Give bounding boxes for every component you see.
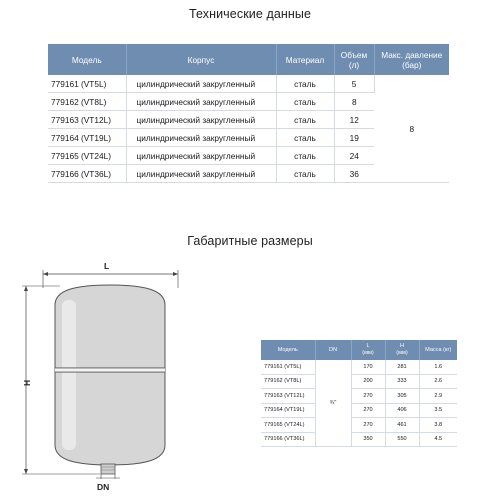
dims-cell-model: 779166 (VT36L) [261,432,315,447]
dimensions-table [261,340,457,447]
dims-header-h [385,340,419,360]
dims-cell-mass: 4.5 [419,432,457,447]
table-row [261,403,457,418]
tank-body [55,285,165,465]
dimensions-title: Габаритные размеры [187,234,313,248]
header-pressure [374,44,449,75]
dims-cell-mass: 2.6 [419,374,457,389]
dims-header-h-line2: (мм) [396,350,408,356]
cell-model: 779166 (VT36L) [48,165,126,183]
cell-volume: 24 [334,147,374,165]
cell-body: цилиндрический закругленный [126,147,276,165]
cell-volume: 36 [334,165,374,183]
cell-max-pressure: 8 [374,75,449,183]
dims-cell-mass: 3.8 [419,418,457,433]
cell-volume: 19 [334,129,374,147]
dims-cell-dn: ¾" [315,360,351,447]
cell-volume: 12 [334,111,374,129]
cell-model: 779163 (VT12L) [48,111,126,129]
cell-material: сталь [276,129,334,147]
cell-volume: 5 [334,75,374,93]
cell-material: сталь [276,165,334,183]
dims-header-mass: Масса (кг) [419,340,457,360]
dims-header-dn: DN [315,340,351,360]
dims-cell-h: 333 [385,374,419,389]
cell-material: сталь [276,111,334,129]
length-label: L [104,261,110,271]
dn-dimension [96,474,120,479]
dims-cell-h: 406 [385,403,419,418]
header-model: Модель [48,44,126,75]
header-material: Материал [276,44,334,75]
technical-data-title: Технические данные [188,7,312,21]
header-pressure-line1: Макс. давление [381,49,443,60]
dims-header-h-line1: H [399,343,405,349]
dims-cell-l: 270 [351,389,385,404]
dims-cell-l: 200 [351,374,385,389]
dims-cell-model: 779162 (VT8L) [261,374,315,389]
table-row [261,374,457,389]
dims-header-l-line1: L [366,343,370,349]
cell-body: цилиндрический закругленный [126,129,276,147]
cell-material: сталь [276,93,334,111]
header-volume-line2: (л) [348,59,360,70]
dn-label: DN [97,482,110,492]
height-label: H [22,379,32,386]
table-row [48,75,449,93]
dims-cell-model: 779164 (VT19L) [261,403,315,418]
dims-cell-h: 281 [385,360,419,374]
dims-cell-mass: 3.5 [419,403,457,418]
dims-cell-l: 270 [351,403,385,418]
dims-cell-model: 779165 (VT24L) [261,418,315,433]
connector-fitting [101,464,115,474]
dims-cell-h: 550 [385,432,419,447]
dims-cell-model: 779161 (VT5L) [261,360,315,374]
table-row [261,389,457,404]
dims-cell-l: 350 [351,432,385,447]
cell-model: 779162 (VT8L) [48,93,126,111]
cell-body: цилиндрический закругленный [126,165,276,183]
dims-cell-model: 779163 (VT12L) [261,389,315,404]
header-pressure-line2: (бар) [402,59,422,70]
header-volume [334,44,374,75]
table-row [261,432,457,447]
header-body: Корпус [126,44,276,75]
dims-header-row [261,340,457,360]
dims-cell-l: 170 [351,360,385,374]
cell-material: сталь [276,147,334,165]
table-row [261,418,457,433]
cell-volume: 8 [334,93,374,111]
dims-header-l [351,340,385,360]
table-row [261,360,457,374]
specs-header-row [48,44,449,75]
tank-diagram [0,250,215,480]
header-volume-line1: Объем [340,49,368,60]
cell-body: цилиндрический закругленный [126,75,276,93]
cell-body: цилиндрический закругленный [126,111,276,129]
dims-header-l-line2: (мм) [362,350,374,356]
dims-cell-h: 461 [385,418,419,433]
cell-model: 779164 (VT19L) [48,129,126,147]
dims-cell-mass: 2.9 [419,389,457,404]
dims-header-model: Модель [261,340,315,360]
dims-cell-h: 305 [385,389,419,404]
cell-body: цилиндрический закругленный [126,93,276,111]
dims-cell-mass: 1.6 [419,360,457,374]
cell-model: 779165 (VT24L) [48,147,126,165]
technical-data-table [48,44,449,183]
cell-model: 779161 (VT5L) [48,75,126,93]
dims-cell-l: 270 [351,418,385,433]
cell-material: сталь [276,75,334,93]
